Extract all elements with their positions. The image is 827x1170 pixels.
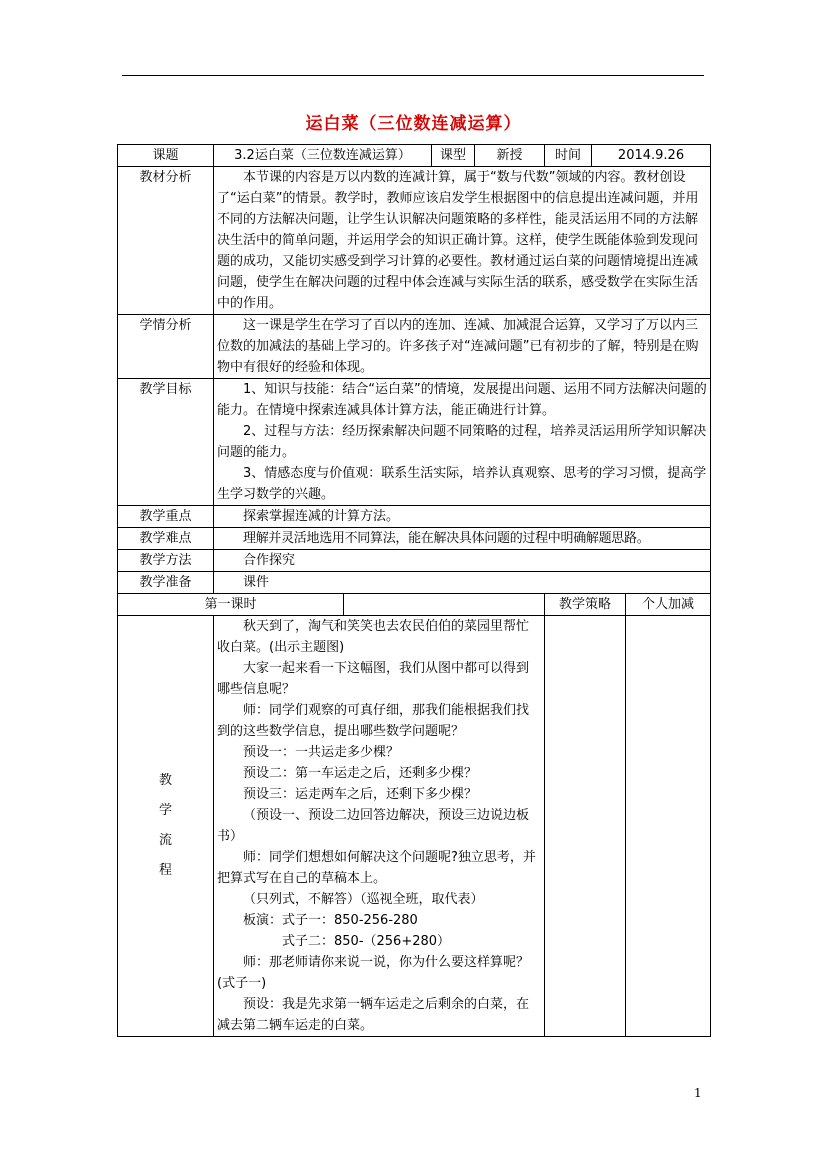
period-label: 第一课时 [118, 594, 344, 616]
topic-value: 3.2运白菜（三位数连减运算） [214, 145, 432, 167]
time-value: 2014.9.26 [592, 145, 711, 167]
header-row [118, 145, 711, 167]
personal-label: 个人加减 [626, 594, 711, 616]
method-text: 合作探究 [214, 550, 711, 572]
header-rule [122, 75, 704, 76]
process-char: 教 [158, 773, 172, 788]
key-label: 教学重点 [118, 506, 214, 528]
material-text: 本节课的内容是万以内数的连减计算，属于“数与代数”领域的内容。教材创设了“运白菜”的情景。教学时，教师应该启发学生根据图中的信息提出连减问题，并用不同的方法解决问题，让学生认识解决问题策略的多样性，能灵活运用不同的方法解决生活中的简单问题，并运用学会的知识正确计算。这样，使学生既能体验到发现问题的成功，又能切实感受到学习计算的必要性。教材通过运白菜的问题情境提出连减问题，使学生在解决问题的过程中体会连减与实际生活的联系，感受数学在实际生活中的作用。 [214, 167, 711, 315]
process-paragraph: 师：同学们想想如何解决这个问题呢?独立思考，并把算式写在自己的草稿本上。 [217, 850, 536, 886]
period-blank [344, 594, 545, 616]
goals-row [118, 379, 711, 506]
type-value: 新授 [475, 145, 545, 167]
prep-row [118, 572, 711, 594]
process-paragraph: 师：同学们观察的可真仔细，那我们能根据我们找到的这些数学信息，提出哪些数学问题呢？ [217, 703, 530, 739]
prep-label: 教学准备 [118, 572, 214, 594]
strategy-label: 教学策略 [545, 594, 626, 616]
process-paragraph: 秋天到了，淘气和笑笑也去农民伯伯的菜园里帮忙收白菜。(出示主题图) [217, 619, 530, 655]
process-char: 学 [158, 803, 172, 818]
page-number: 1 [694, 1086, 702, 1100]
method-row [118, 550, 711, 572]
key-row [118, 506, 711, 528]
personal-cell [626, 616, 711, 1037]
students-label: 学情分析 [118, 315, 214, 379]
difficulty-row [118, 528, 711, 550]
process-char: 流 [158, 833, 172, 848]
key-text: 探索掌握连减的计算方法。 [214, 506, 711, 528]
goals-label: 教学目标 [118, 379, 214, 506]
period-row [118, 594, 711, 616]
lesson-plan-table [117, 144, 711, 1037]
goal-item: 2、过程与方法：经历探索解决问题不同策略的过程，培养灵活运用所学知识解决问题的能力。 [217, 424, 707, 460]
process-paragraph: 大家一起来看一下这幅图，我们从图中都可以得到哪些信息呢？ [217, 661, 530, 697]
goal-item: 3、情感态度与价值观：联系生活实际，培养认真观察、思考的学习习惯，提高学生学习数学的兴趣。 [217, 466, 707, 502]
process-paragraph: 预设：我是先求第一辆车运走之后剩余的白菜，在减去第二辆车运走的白菜。 [217, 997, 530, 1033]
students-row [118, 315, 711, 379]
material-row [118, 167, 711, 315]
process-char: 程 [158, 863, 172, 878]
process-paragraph: 师：那老师请你来说一说，你为什么要这样算呢？(式子一) [217, 955, 530, 991]
strategy-cell [545, 616, 626, 1037]
goal-item: 1、知识与技能：结合“运白菜”的情境，发展提出问题、运用不同方法解决问题的能力。在情境中探索连减具体计算方法，能正确进行计算。 [217, 382, 707, 418]
goals-content [214, 379, 711, 506]
document-title: 运白菜（三位数连减运算） [305, 114, 522, 134]
time-label: 时间 [545, 145, 592, 167]
process-paragraph: （预设一、预设二边回答边解决，预设三边说边板书） [217, 808, 530, 844]
difficulty-text: 理解并灵活地选用不同算法，能在解决具体问题的过程中明确解题思路。 [214, 528, 711, 550]
difficulty-label: 教学难点 [118, 528, 214, 550]
students-text: 这一课是学生在学习了百以内的连加、连减、加减混合运算，又学习了万以内三位数的加减法的基础上学习的。许多孩子对“连减问题”已有初步的了解，特别是在购物中有很好的经验和体现。 [214, 315, 711, 379]
process-paragraph: （只列式，不解答）（巡视全班，取代表） [243, 892, 484, 907]
process-row [118, 616, 711, 1037]
material-label: 教材分析 [118, 167, 214, 315]
process-paragraph: 板演：式子一：850-256-280 [243, 913, 418, 928]
method-label: 教学方法 [118, 550, 214, 572]
process-paragraph: 预设一：一共运走多少棵？ [243, 745, 400, 760]
process-paragraph: 式子二：850-（256+280） [243, 934, 451, 949]
process-paragraph: 预设二：第一车运走之后，还剩多少棵？ [243, 766, 478, 781]
process-paragraph: 预设三：运走两车之后，还剩下多少棵？ [243, 787, 478, 802]
prep-text: 课件 [214, 572, 711, 594]
process-content [214, 616, 545, 1037]
topic-label: 课题 [118, 145, 214, 167]
process-label [118, 616, 214, 1037]
type-label: 课型 [432, 145, 475, 167]
